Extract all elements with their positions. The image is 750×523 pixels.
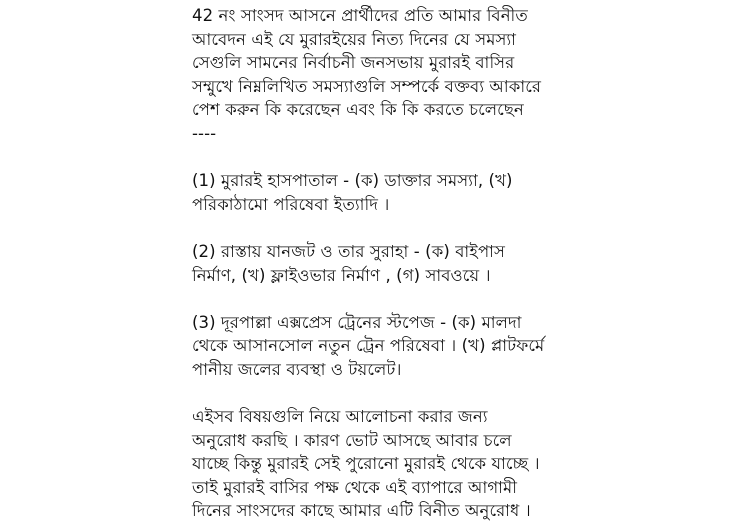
text-line: (1) মুরারই হাসপাতাল - (ক) ডাক্তার সমস্যা, (খ) [192, 171, 513, 191]
text-line: (2) রাস্তায় যানজট ও তার সুরাহা - (ক) বাইপাস [192, 241, 506, 261]
paragraph-gap [192, 382, 737, 406]
text-line: পরিকাঠামো পরিষেবা ইত্যাদি । [192, 194, 390, 214]
text-line: থেকে আসানসোল নতুন ট্রেন পরিষেবা । (খ) প্লাটফর্মে [192, 336, 545, 356]
text-line: সেগুলি সামনের নির্বাচনী জনসভায় মুরারই বাসির [192, 53, 515, 73]
text-line: নির্মাণ, (খ) ফ্লাইওভার নির্মাণ , (গ) সাবওয়ে । [192, 265, 491, 285]
text-line: যাচ্ছে কিন্তু মুরারই সেই পুরোনো মুরারই থেকে যাচ্ছে । [192, 454, 540, 474]
paragraph-gap [192, 216, 737, 240]
issue-1-hospital [192, 169, 737, 216]
text-line: তাই মুরারই বাসির পক্ষ থেকে এই ব্যাপারে আগামী [192, 477, 518, 497]
separator-dashes: ---- [192, 123, 217, 143]
text-line: 42 নং সাংসদ আসনে প্রার্থীদের প্রতি আমার বিনীত [192, 6, 528, 25]
text-line: এইসব বিষয়গুলি নিয়ে আলোচনা করার জন্য [192, 407, 488, 427]
issue-3-trains [192, 311, 737, 382]
text-line: অনুরোধ করছি । কারণ ভোট আসছে আবার চলে [192, 430, 512, 450]
text-line: দিনের সাংসদের কাছে আমার এটি বিনীত অনুরোধ । [192, 501, 531, 521]
text-line: পেশ করুন কি করেছেন এবং কি কি করতে চলেছেন [192, 100, 524, 120]
closing-paragraph [192, 405, 737, 523]
text-line: সম্মুখে নিম্নলিখিত সমস্যাগুলি সম্পর্কে বক্তব্য আকারে [192, 76, 542, 96]
paragraph-gap [192, 287, 737, 311]
text-line: পানীয় জলের ব্যবস্থা ও টয়লেট। [192, 359, 402, 379]
post-text [192, 4, 737, 523]
issue-2-traffic [192, 240, 737, 287]
text-line: (3) দূরপাল্লা এক্সপ্রেস ট্রেনের স্টপেজ - (ক) মালদা [192, 312, 522, 332]
text-line: আবেদন এই যে মুরারইয়ের নিত্য দিনের যে সমস্যা [192, 29, 517, 49]
paragraph-gap [192, 146, 737, 170]
intro-paragraph [192, 4, 737, 146]
